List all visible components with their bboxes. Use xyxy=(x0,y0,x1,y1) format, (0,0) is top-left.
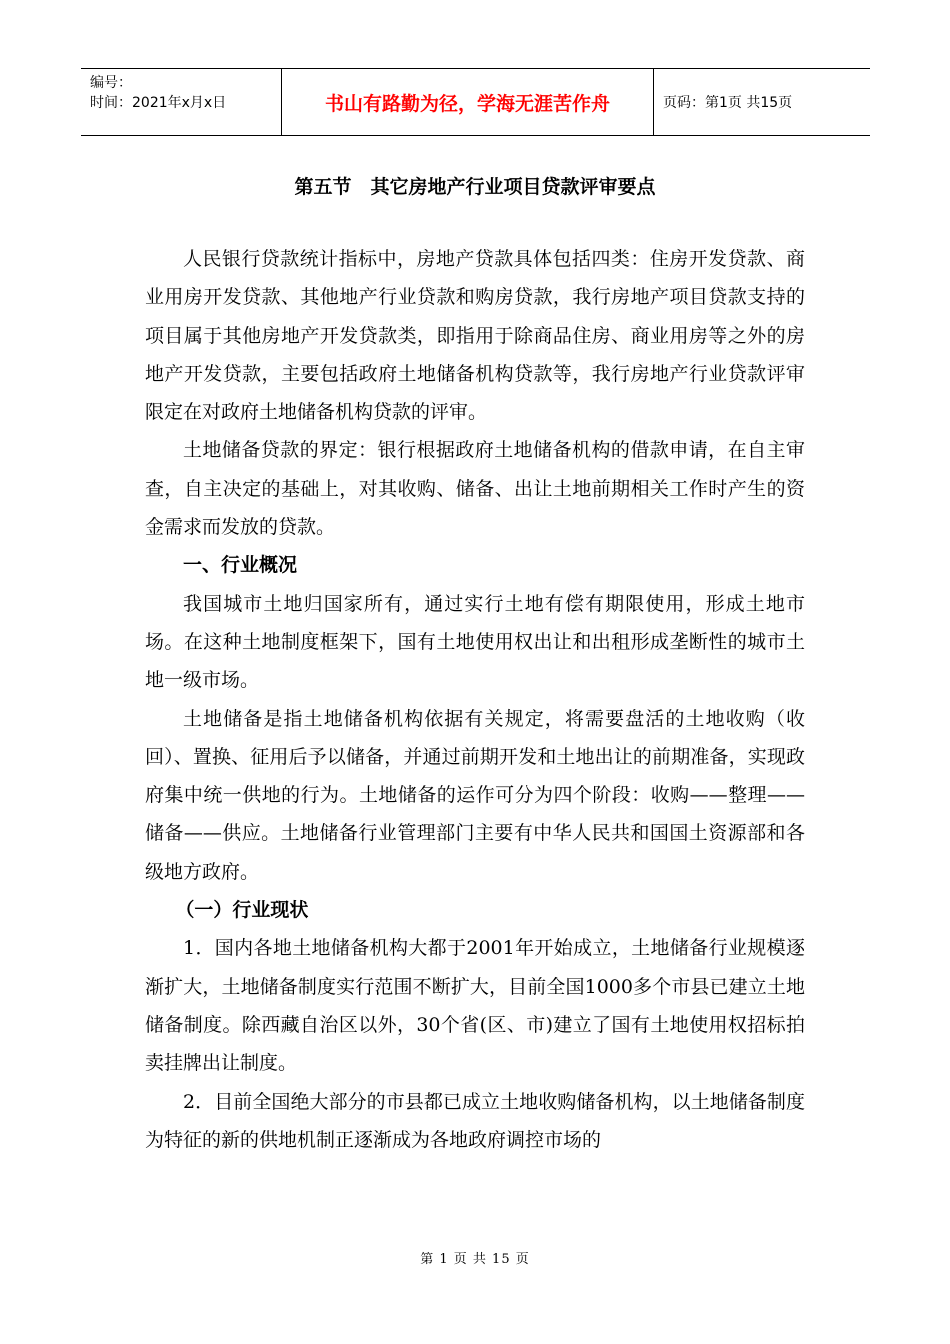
page-header xyxy=(81,68,870,136)
paragraph: 人民银行贷款统计指标中，房地产贷款具体包括四类：住房开发贷款、商业用房开发贷款、其他地产行业贷款和购房贷款，我行房地产项目贷款支持的项目属于其他房地产开发贷款类，即指用于除商品住房、商业用房等之外的房地产开发贷款，主要包括政府土地储备机构贷款等，我行房地产行业贷款评审限定在对政府土地储备机构贷款的评审。 xyxy=(145,248,805,424)
paragraph: 土地储备贷款的界定：银行根据政府土地储备机构的借款申请，在自主审查，自主决定的基础上，对其收购、储备、出让土地前期相关工作时产生的资金需求而发放的贷款。 xyxy=(145,439,805,539)
subheading-industry-status: （一）行业现状 xyxy=(175,899,309,922)
header-meta xyxy=(81,69,281,135)
document-number-label: 编号： xyxy=(90,75,132,91)
paragraph: 我国城市土地归国家所有，通过实行土地有偿有期限使用，形成土地市场。在这种土地制度框架下，国有土地使用权出让和出租形成垄断性的城市土地一级市场。 xyxy=(145,592,805,692)
header-motto: 书山有路勤为径，学海无涯苦作舟 xyxy=(281,69,654,135)
page-footer: 第 1 页 共 15 页 xyxy=(420,1252,530,1267)
paragraph: 1．国内各地土地储备机构大都于2001年开始成立，土地储备行业规模逐渐扩大，土地储备制度实行范围不断扩大，目前全国1000多个市县已建立土地储备制度。除西藏自治区以外，30个省(区、市)建立了国有土地使用权招标拍卖挂牌出让制度。 xyxy=(145,937,805,1075)
header-page-info: 页码：第1页 共15页 xyxy=(663,95,793,111)
heading-industry-overview: 一、行业概况 xyxy=(183,554,298,577)
paragraph: 2．目前全国绝大部分的市县都已成立土地收购储备机构，以土地储备制度为特征的新的供地机制正逐渐成为各地政府调控市场的 xyxy=(145,1090,805,1151)
document-date: 时间：2021年x月x日 xyxy=(90,95,227,111)
document-body xyxy=(145,240,805,1159)
paragraph: 土地储备是指土地储备机构依据有关规定，将需要盘活的土地收购（收回）、置换、征用后予以储备，并通过前期开发和土地出让的前期准备，实现政府集中统一供地的行为。土地储备的运作可分为四个阶段：收购——整理——储备——供应。土地储备行业管理部门主要有中华人民共和国国土资源部和各级地方政府。 xyxy=(145,707,805,883)
section-title: 第五节 其它房地产行业项目贷款评审要点 xyxy=(294,176,656,198)
